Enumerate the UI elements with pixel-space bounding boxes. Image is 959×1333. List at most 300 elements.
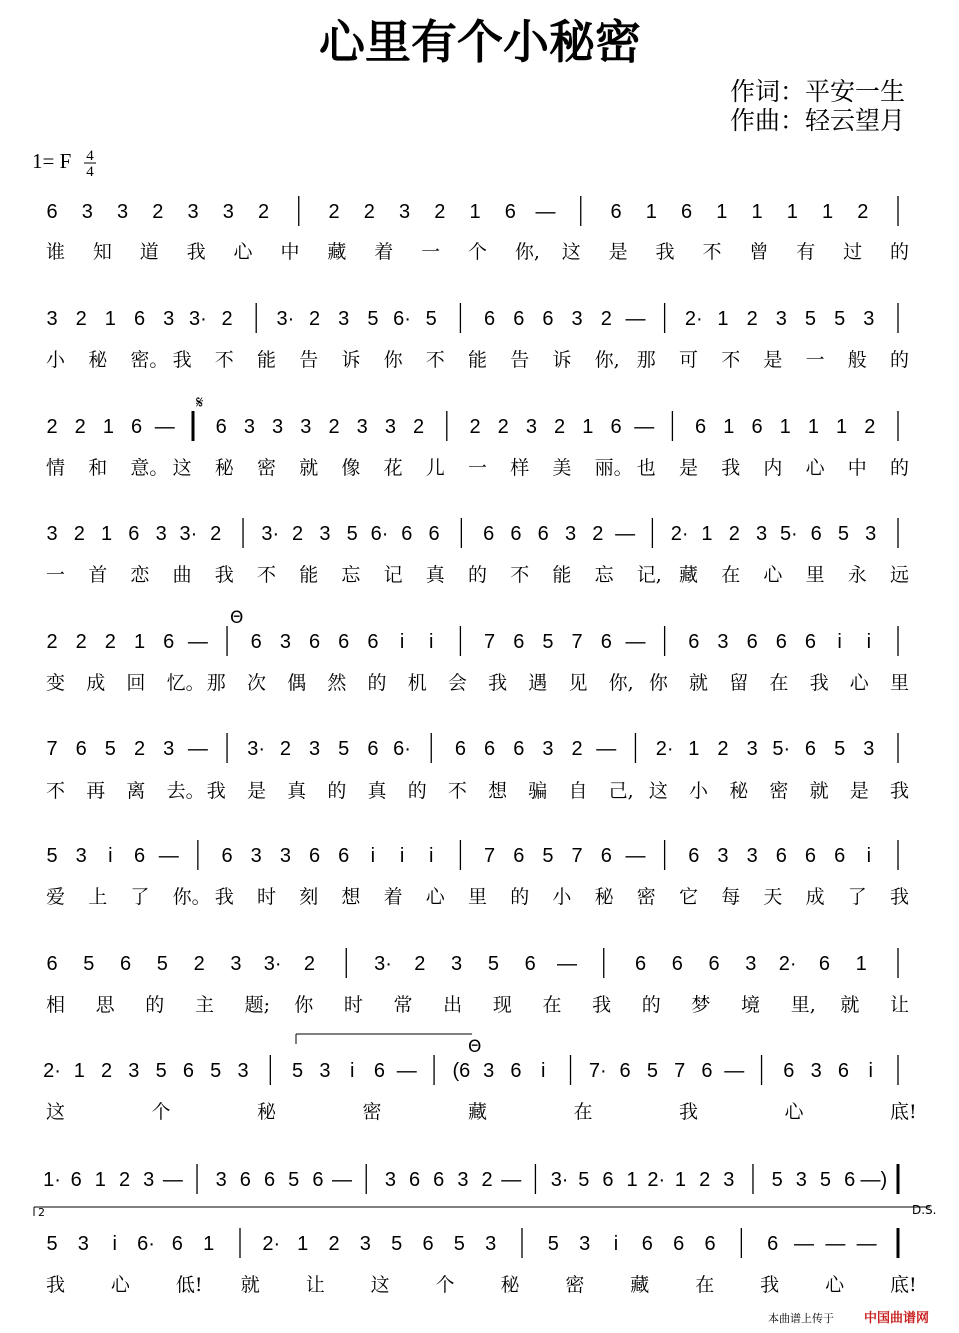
note: 7 xyxy=(571,631,583,653)
note: 2· xyxy=(655,738,674,760)
note: 2 xyxy=(257,201,270,223)
note: 5 xyxy=(547,1233,559,1255)
lyric-syllable: 你 xyxy=(294,994,314,1016)
note: — xyxy=(825,1233,846,1255)
lyric-syllable: 中 xyxy=(847,457,867,479)
note: 6 xyxy=(513,738,525,760)
note: 6 xyxy=(510,523,522,545)
note: 6 xyxy=(433,1169,445,1191)
note: 2 xyxy=(75,308,87,330)
notation-system xyxy=(46,840,909,908)
note: 3· xyxy=(550,1169,569,1191)
coda-mark-2: Θ xyxy=(468,1037,482,1057)
lyric-syllable: 的 xyxy=(890,457,910,479)
note: 3 xyxy=(384,416,396,438)
note: 1 xyxy=(716,201,728,223)
lyric-syllable: 密 xyxy=(565,1274,585,1296)
note: 6 xyxy=(810,523,822,545)
lyric-syllable: 恋 xyxy=(130,564,150,586)
note: 2 xyxy=(133,738,146,760)
lyric-syllable: 心 xyxy=(110,1274,130,1296)
notation-system xyxy=(46,948,909,1016)
note: 3 xyxy=(116,201,129,223)
lyric-syllable: 心 xyxy=(763,564,783,586)
lyric-syllable: 花 xyxy=(383,457,403,479)
footer-site-logo: 中国曲谱网 xyxy=(864,1311,930,1326)
note: 6 xyxy=(239,1169,251,1191)
note: 7 xyxy=(484,631,496,653)
lyric-syllable: 不 xyxy=(510,564,530,586)
lyric-syllable: 心 xyxy=(825,1274,845,1296)
lyric-syllable: 我 xyxy=(214,886,234,908)
note: — xyxy=(625,845,646,867)
note: 2 xyxy=(221,308,233,330)
note: i xyxy=(837,631,842,653)
note: — xyxy=(724,1060,745,1082)
note: 3 xyxy=(485,1233,497,1255)
note: 7 xyxy=(484,845,496,867)
note: 3· xyxy=(188,308,207,330)
note: 6 xyxy=(484,308,496,330)
note: 2 xyxy=(75,631,87,653)
lyric-syllable: 自 xyxy=(568,780,588,802)
lyric-syllable: 秘 xyxy=(500,1274,520,1296)
lyric-syllable: 在 xyxy=(721,564,741,586)
lyric-syllable: 你, xyxy=(608,672,634,694)
note: — xyxy=(625,308,646,330)
note: 6 xyxy=(367,631,379,653)
note: 6· xyxy=(393,308,411,330)
note: 2 xyxy=(864,416,876,438)
note: 5 xyxy=(391,1233,403,1255)
note: 2 xyxy=(571,738,583,760)
note: — xyxy=(535,201,556,223)
lyric-syllable: 曲 xyxy=(172,564,192,586)
lyric-syllable: 思 xyxy=(95,994,115,1016)
note: 5 xyxy=(367,308,379,330)
key-signature: 1= F xyxy=(32,149,72,173)
lyric-syllable: 己, xyxy=(608,780,634,802)
note: 6 xyxy=(422,1233,434,1255)
lyric-syllable: 是 xyxy=(763,349,783,371)
lyric-syllable: 爱 xyxy=(46,886,66,908)
note: — xyxy=(187,631,208,653)
lyric-syllable: 这 xyxy=(172,457,192,479)
lyric-syllable: 你, xyxy=(594,349,620,371)
note: 2 xyxy=(497,416,509,438)
note: 1 xyxy=(469,201,481,223)
note: 3 xyxy=(717,631,729,653)
note: 2 xyxy=(73,523,85,545)
note: 6 xyxy=(367,738,379,760)
lyric-syllable: 的 xyxy=(407,780,427,802)
lyric-syllable: 秘 xyxy=(257,1101,277,1123)
note: 6 xyxy=(504,201,516,223)
note: 3· xyxy=(374,953,392,975)
note: 6 xyxy=(312,1169,324,1191)
lyric-syllable: 偶 xyxy=(287,672,307,694)
note: 5 xyxy=(292,1060,304,1082)
note: 6 xyxy=(610,416,622,438)
lyric-syllable: 这 xyxy=(46,1101,66,1123)
note: 3 xyxy=(745,953,757,975)
lyric-syllable: 一 xyxy=(805,349,825,371)
lyric-syllable: 像 xyxy=(341,457,361,479)
note: 1 xyxy=(645,201,657,223)
note: 6 xyxy=(308,631,321,653)
note: 2 xyxy=(292,523,304,545)
note: i xyxy=(108,845,113,867)
note: 6 xyxy=(221,845,233,867)
lyric-syllable: 首 xyxy=(88,564,108,586)
lyric-syllable: 想 xyxy=(488,780,508,802)
lyric-syllable: 留 xyxy=(729,672,749,694)
note: 5 xyxy=(338,738,350,760)
note: 6 xyxy=(163,631,175,653)
note: 7 xyxy=(46,738,58,760)
lyric-syllable: 然 xyxy=(327,672,347,694)
note: 2 xyxy=(104,631,116,653)
note: 3 xyxy=(542,738,554,760)
note: 2 xyxy=(308,308,321,330)
lyric-syllable: 常 xyxy=(393,994,413,1016)
lyric-syllable: 回 xyxy=(126,672,146,694)
lyric-syllable: 秘 xyxy=(214,457,234,479)
lyric-syllable: 诉 xyxy=(341,349,361,371)
lyric-syllable: 了 xyxy=(847,886,867,908)
time-signature xyxy=(84,148,96,180)
note: 6 xyxy=(428,523,440,545)
note: 3 xyxy=(525,416,537,438)
note: 2 xyxy=(699,1169,711,1191)
lyric-syllable: 一 xyxy=(421,241,441,263)
note: i xyxy=(429,845,434,867)
note: 6 xyxy=(182,1060,195,1082)
note: 2 xyxy=(193,953,205,975)
volta-bracket xyxy=(296,1034,472,1044)
note: 6 xyxy=(602,1169,614,1191)
notation-systems xyxy=(43,196,917,1296)
lyric-syllable: 丽。 xyxy=(594,457,633,479)
lyric-syllable: 在 xyxy=(695,1274,715,1296)
lyric-syllable: 可 xyxy=(679,349,699,371)
lyric-syllable: 不 xyxy=(721,349,741,371)
lyric-syllable: 就 xyxy=(240,1274,260,1296)
note: 2 xyxy=(101,1060,113,1082)
lyric-syllable: 心 xyxy=(425,886,445,908)
note: 7· xyxy=(588,1060,607,1082)
note: 5 xyxy=(453,1233,465,1255)
note: — xyxy=(158,845,179,867)
notation-system xyxy=(43,1164,898,1194)
note: 3 xyxy=(215,1169,227,1191)
lyric-syllable: 主 xyxy=(194,994,214,1016)
lyric-syllable: 再 xyxy=(86,780,106,802)
note: 3 xyxy=(723,1169,735,1191)
time-signature-bottom: 4 xyxy=(86,164,94,180)
note: 1 xyxy=(779,416,791,438)
lyric-syllable: 我 xyxy=(679,1101,699,1123)
note: 3 xyxy=(77,1233,89,1255)
note: 6· xyxy=(393,738,411,760)
lyric-syllable: 的 xyxy=(327,780,347,802)
note: 5 xyxy=(834,738,846,760)
lyric-syllable: 密 xyxy=(257,457,277,479)
notation-system xyxy=(46,196,909,263)
note: 2· xyxy=(647,1169,666,1191)
note: i xyxy=(429,631,434,653)
note: 6 xyxy=(600,845,612,867)
note: — xyxy=(856,1233,877,1255)
note: 3 xyxy=(795,1169,807,1191)
lyric-syllable: 里 xyxy=(890,672,910,694)
lyric-syllable: 时 xyxy=(257,886,277,908)
note: 3 xyxy=(81,201,93,223)
note: 2 xyxy=(328,416,340,438)
note: 3 xyxy=(279,631,291,653)
time-signature-top: 4 xyxy=(86,148,94,164)
note: 1 xyxy=(102,416,114,438)
note: 3 xyxy=(187,201,199,223)
note: 3· xyxy=(261,523,280,545)
note: i xyxy=(112,1233,117,1255)
lyric-syllable: 诉 xyxy=(552,349,572,371)
lyric-syllable: 我 xyxy=(214,564,234,586)
note: 1 xyxy=(723,416,735,438)
note: i xyxy=(399,631,405,653)
lyric-syllable: 我 xyxy=(721,457,741,479)
note: 3 xyxy=(75,845,87,867)
lyric-syllable: 意。 xyxy=(130,457,169,479)
note: 6 xyxy=(641,1233,653,1255)
lyric-syllable: 你 xyxy=(648,672,668,694)
note: 3 xyxy=(746,738,758,760)
lyric-syllable: 真 xyxy=(287,780,307,802)
note: (6 xyxy=(452,1060,471,1082)
lyric-syllable: 秘 xyxy=(594,886,614,908)
lyric-syllable: 着 xyxy=(383,886,403,908)
note: 6 xyxy=(75,738,87,760)
note: 3 xyxy=(863,308,875,330)
note: 1 xyxy=(101,523,113,545)
note: 3 xyxy=(451,953,463,975)
note: 2· xyxy=(684,308,703,330)
note: 1 xyxy=(582,416,594,438)
note: 5 xyxy=(578,1169,590,1191)
note: 6 xyxy=(844,1169,856,1191)
note: 1 xyxy=(203,1233,215,1255)
lyric-syllable: 永 xyxy=(847,564,867,586)
lyric-syllable: 不 xyxy=(447,780,467,802)
note: 6 xyxy=(818,953,830,975)
note: 2· xyxy=(670,523,689,545)
lyric-syllable: 在 xyxy=(769,672,789,694)
note: 2 xyxy=(118,1169,131,1191)
note: 2 xyxy=(46,416,58,438)
note: 2 xyxy=(469,416,481,438)
note: 6 xyxy=(524,953,536,975)
note: 5 xyxy=(819,1169,832,1191)
note: 3· xyxy=(276,308,295,330)
note: 5 xyxy=(542,845,554,867)
lyric-syllable: 刻 xyxy=(299,886,319,908)
note: 3 xyxy=(338,308,350,330)
note: 6 xyxy=(671,953,683,975)
note: 6 xyxy=(708,953,720,975)
lyric-syllable: 不 xyxy=(46,780,66,802)
lyric-syllable: 机 xyxy=(407,672,427,694)
note: 6 xyxy=(804,845,817,867)
lyric-syllable: 那 xyxy=(636,349,656,371)
note: 6 xyxy=(215,416,227,438)
note: 1 xyxy=(821,201,834,223)
lyric-syllable: 也 xyxy=(636,457,656,479)
note: 6 xyxy=(46,201,58,223)
note: 3 xyxy=(46,308,58,330)
note: i xyxy=(866,631,872,653)
lyric-syllable: 秘 xyxy=(88,349,108,371)
note: 2 xyxy=(600,308,612,330)
note: 3 xyxy=(483,1060,495,1082)
lyric-syllable: 你 xyxy=(383,349,403,371)
song-title: 心里有个小秘密 xyxy=(319,15,641,69)
note: 6 xyxy=(804,631,817,653)
lyric-syllable: 密 xyxy=(769,780,789,802)
note: 6 xyxy=(610,201,622,223)
note: 3 xyxy=(356,416,368,438)
note: 1 xyxy=(626,1169,638,1191)
note: 7 xyxy=(571,845,583,867)
note: 3 xyxy=(564,523,577,545)
lyric-syllable: 远 xyxy=(890,564,910,586)
note: 5· xyxy=(772,738,791,760)
lyric-syllable: 小 xyxy=(552,886,572,908)
lyric-syllable: 我 xyxy=(172,349,192,371)
note: 6 xyxy=(454,738,466,760)
dal-segno: D.S. xyxy=(912,1203,937,1217)
lyric-syllable: 底! xyxy=(890,1101,917,1123)
lyric-syllable: 小 xyxy=(689,780,709,802)
notation-system xyxy=(46,411,909,479)
lyric-syllable: 每 xyxy=(721,886,741,908)
lyric-syllable: 忆。 xyxy=(166,672,205,694)
note: 1 xyxy=(836,416,848,438)
notation-system xyxy=(46,626,909,694)
lyric-syllable: 这 xyxy=(561,241,581,263)
note: 6 xyxy=(373,1060,386,1082)
note: 6 xyxy=(767,1233,779,1255)
lyric-syllable: 秘 xyxy=(729,780,749,802)
note: 2· xyxy=(43,1060,61,1082)
lyric-syllable: 过 xyxy=(843,241,863,263)
note: 3 xyxy=(143,1169,155,1191)
note: 6· xyxy=(137,1233,155,1255)
lyric-syllable: 的 xyxy=(367,672,387,694)
lyric-syllable: 时 xyxy=(343,994,363,1016)
note: 2 xyxy=(279,738,291,760)
note: 1 xyxy=(717,308,729,330)
lyric-syllable: 了 xyxy=(130,886,150,908)
lyric-syllable: 它 xyxy=(679,886,699,908)
note: 6 xyxy=(120,953,132,975)
note: 3 xyxy=(810,1060,822,1082)
note: 2 xyxy=(46,631,58,653)
note: 5 xyxy=(425,308,437,330)
note: — xyxy=(625,631,646,653)
note: 5 xyxy=(804,308,817,330)
segno-mark: 𝄋 xyxy=(196,393,204,413)
lyric-syllable: 我 xyxy=(186,241,206,263)
note: 6 xyxy=(401,523,413,545)
note: 6 xyxy=(619,1060,631,1082)
note: 6 xyxy=(775,845,787,867)
note: 6· xyxy=(370,523,389,545)
lyric-syllable: 密。 xyxy=(130,349,169,371)
lyric-syllable: 一 xyxy=(46,564,66,586)
notation-system xyxy=(43,1055,917,1123)
note: 5· xyxy=(779,523,798,545)
note: 5 xyxy=(210,1060,222,1082)
note: — xyxy=(396,1060,417,1082)
note: 1 xyxy=(133,631,146,653)
note: 7 xyxy=(674,1060,686,1082)
lyric-syllable: 这 xyxy=(370,1274,390,1296)
note: 2 xyxy=(328,201,340,223)
note: 3 xyxy=(755,523,768,545)
composer-credit: 作曲：轻云望月 xyxy=(730,106,906,135)
note: 1 xyxy=(674,1169,687,1191)
note: 5 xyxy=(156,953,168,975)
note: 3 xyxy=(230,953,242,975)
note: 6 xyxy=(484,738,496,760)
lyric-syllable: 道 xyxy=(139,241,159,263)
lyric-syllable: 让 xyxy=(305,1274,325,1296)
note: — xyxy=(162,1169,183,1191)
note: 2 xyxy=(152,201,164,223)
note: 3 xyxy=(359,1233,371,1255)
note: 5 xyxy=(771,1169,783,1191)
lyric-syllable: 能 xyxy=(257,349,277,371)
note: i xyxy=(349,1060,355,1082)
note: 6 xyxy=(128,523,140,545)
lyric-syllable: 藏 xyxy=(679,564,699,586)
lyric-syllable: 会 xyxy=(447,672,467,694)
note: i xyxy=(613,1233,619,1255)
note: 2 xyxy=(413,416,425,438)
note: 6 xyxy=(837,1060,849,1082)
lyric-syllable: 你。 xyxy=(172,886,211,908)
note: — xyxy=(332,1169,353,1191)
lyric-syllable: 密 xyxy=(362,1101,382,1123)
note: 6 xyxy=(542,308,554,330)
notation-system xyxy=(46,518,909,586)
note: 3 xyxy=(717,845,729,867)
lyric-syllable: 低! xyxy=(175,1274,203,1296)
note: 3· xyxy=(247,738,266,760)
lyric-syllable: 的 xyxy=(145,994,165,1016)
note: — xyxy=(634,416,655,438)
lyric-syllable: 心 xyxy=(805,457,825,479)
note: 3 xyxy=(222,201,234,223)
lyric-syllable: 离 xyxy=(126,780,146,802)
note: 2 xyxy=(303,953,316,975)
note: 3 xyxy=(46,523,58,545)
lyric-syllable: 心 xyxy=(784,1101,804,1123)
lyric-syllable: 记, xyxy=(636,564,662,586)
lyric-syllable: 上 xyxy=(88,886,108,908)
lyric-syllable: 的 xyxy=(641,994,661,1016)
note: 5 xyxy=(487,953,499,975)
